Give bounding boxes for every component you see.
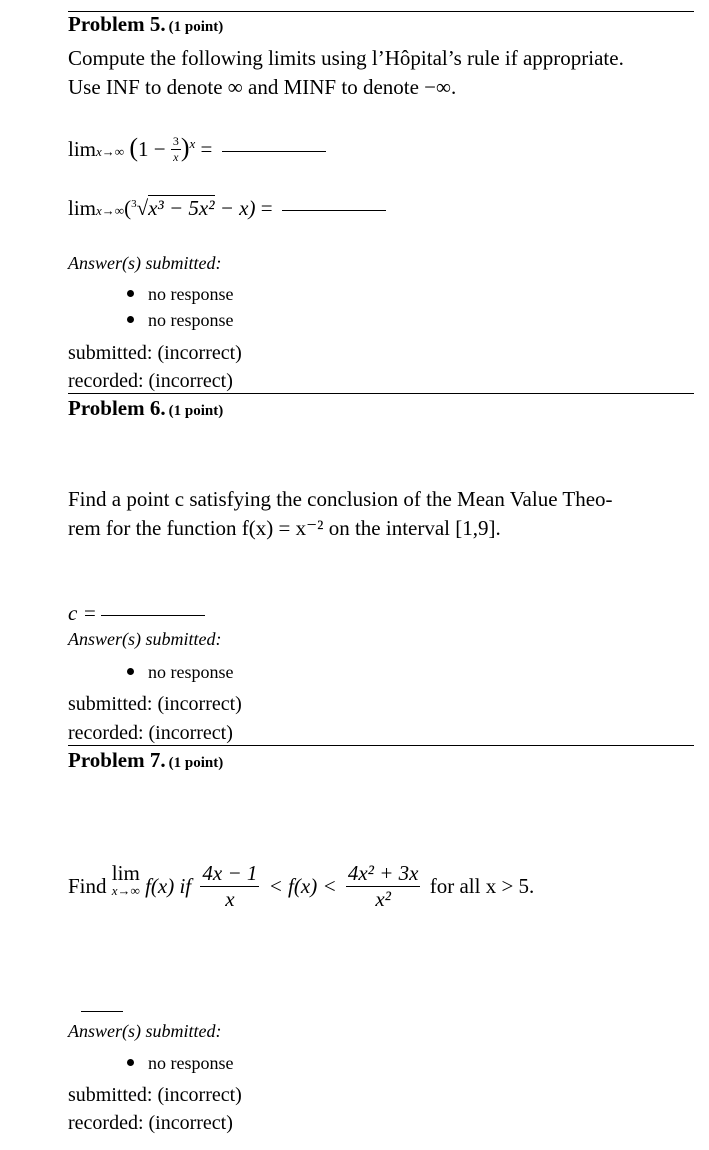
submitted-status-6: submitted: (incorrect) <box>68 693 242 715</box>
lim-text: lim <box>68 137 97 161</box>
submitted-status-7: submitted: (incorrect) <box>68 1084 242 1106</box>
lim-subscript: x→∞ <box>96 203 125 218</box>
divider-rule <box>68 393 694 394</box>
answer-item: no response <box>127 310 233 331</box>
divider-rule <box>68 745 694 746</box>
answer-item: no response <box>127 662 233 683</box>
middle-inequality: < f(x) < <box>268 874 337 898</box>
lim-text: lim <box>68 196 97 220</box>
problem-5-limit-2: limx→∞($^3$√x³ − 5x² − x) = <box>68 196 386 221</box>
problem-6-points: (1 point) <box>168 403 224 419</box>
problem-5-heading: Problem 5. <box>68 12 166 36</box>
problem-6-title <box>68 396 223 423</box>
answers-label-7: Answer(s) submitted: <box>68 1021 222 1041</box>
answer-blank-5b[interactable] <box>282 209 386 211</box>
problem-5-instruction-2: Use INF to denote ∞ and MINF to denote −∞. <box>68 75 457 99</box>
problem-5-limit-1: limx→∞ (1 − $\frac{3}{x}$ )$^x$ = <box>68 133 326 167</box>
answer-item: no response <box>127 1053 233 1074</box>
problem-7-heading: Problem 7. <box>68 748 166 772</box>
problem-7-points: (1 point) <box>168 755 224 771</box>
problem-6-line-1: Find a point c satisfying the conclusion of the Mean Value Theo- <box>68 487 613 511</box>
problem-6-line-2: rem for the function f(x) = x⁻² on the interval [1,9]. <box>68 516 501 540</box>
radicand: x³ − 5x² <box>148 196 215 220</box>
right-fraction: $\frac{\text{4x² + 3x}}{\text{x²}}$ <box>347 861 419 911</box>
problem-5-instruction-1: Compute the following limits using l’Hôpital’s rule if appropriate. <box>68 46 624 70</box>
problem-6-heading: Problem 6. <box>68 396 166 420</box>
left-fraction: $\frac{4x - 1}{x}$ <box>202 861 258 911</box>
c-label: c = <box>68 601 97 625</box>
answer-blank-6[interactable] <box>101 614 205 616</box>
fx-text: f(x) if <box>145 874 192 898</box>
find-text: Find <box>68 874 107 898</box>
problem-7-statement <box>68 861 534 912</box>
lim-subscript: x→∞ <box>96 144 125 159</box>
problem-5-title <box>68 12 223 39</box>
one: 1 <box>137 137 149 161</box>
equals: = <box>260 196 273 220</box>
recorded-status-7: recorded: (incorrect) <box>68 1112 233 1134</box>
recorded-status-5: recorded: (incorrect) <box>68 370 233 392</box>
problem-6-answer-row <box>68 601 205 626</box>
tail: − x) <box>219 196 256 220</box>
problem-7-title <box>68 748 223 775</box>
exponent: x <box>189 136 196 151</box>
lim-stack: lim x→∞ <box>111 861 140 898</box>
answer-blank-5a[interactable] <box>222 150 326 152</box>
submitted-status-5: submitted: (incorrect) <box>68 342 242 364</box>
root-index: 3 <box>131 198 137 210</box>
equals: = <box>200 137 213 161</box>
answer-blank-7[interactable] <box>81 1011 123 1012</box>
recorded-status-6: recorded: (incorrect) <box>68 722 233 744</box>
answers-label-5: Answer(s) submitted: <box>68 253 222 273</box>
tail-text: for all x > 5. <box>429 874 535 898</box>
problem-5-points: (1 point) <box>168 19 224 35</box>
minus: − <box>153 137 166 161</box>
fraction-3-over-x: $\frac{3}{x}$ <box>172 133 179 164</box>
answer-item: no response <box>127 284 233 305</box>
answers-label-6: Answer(s) submitted: <box>68 629 222 649</box>
